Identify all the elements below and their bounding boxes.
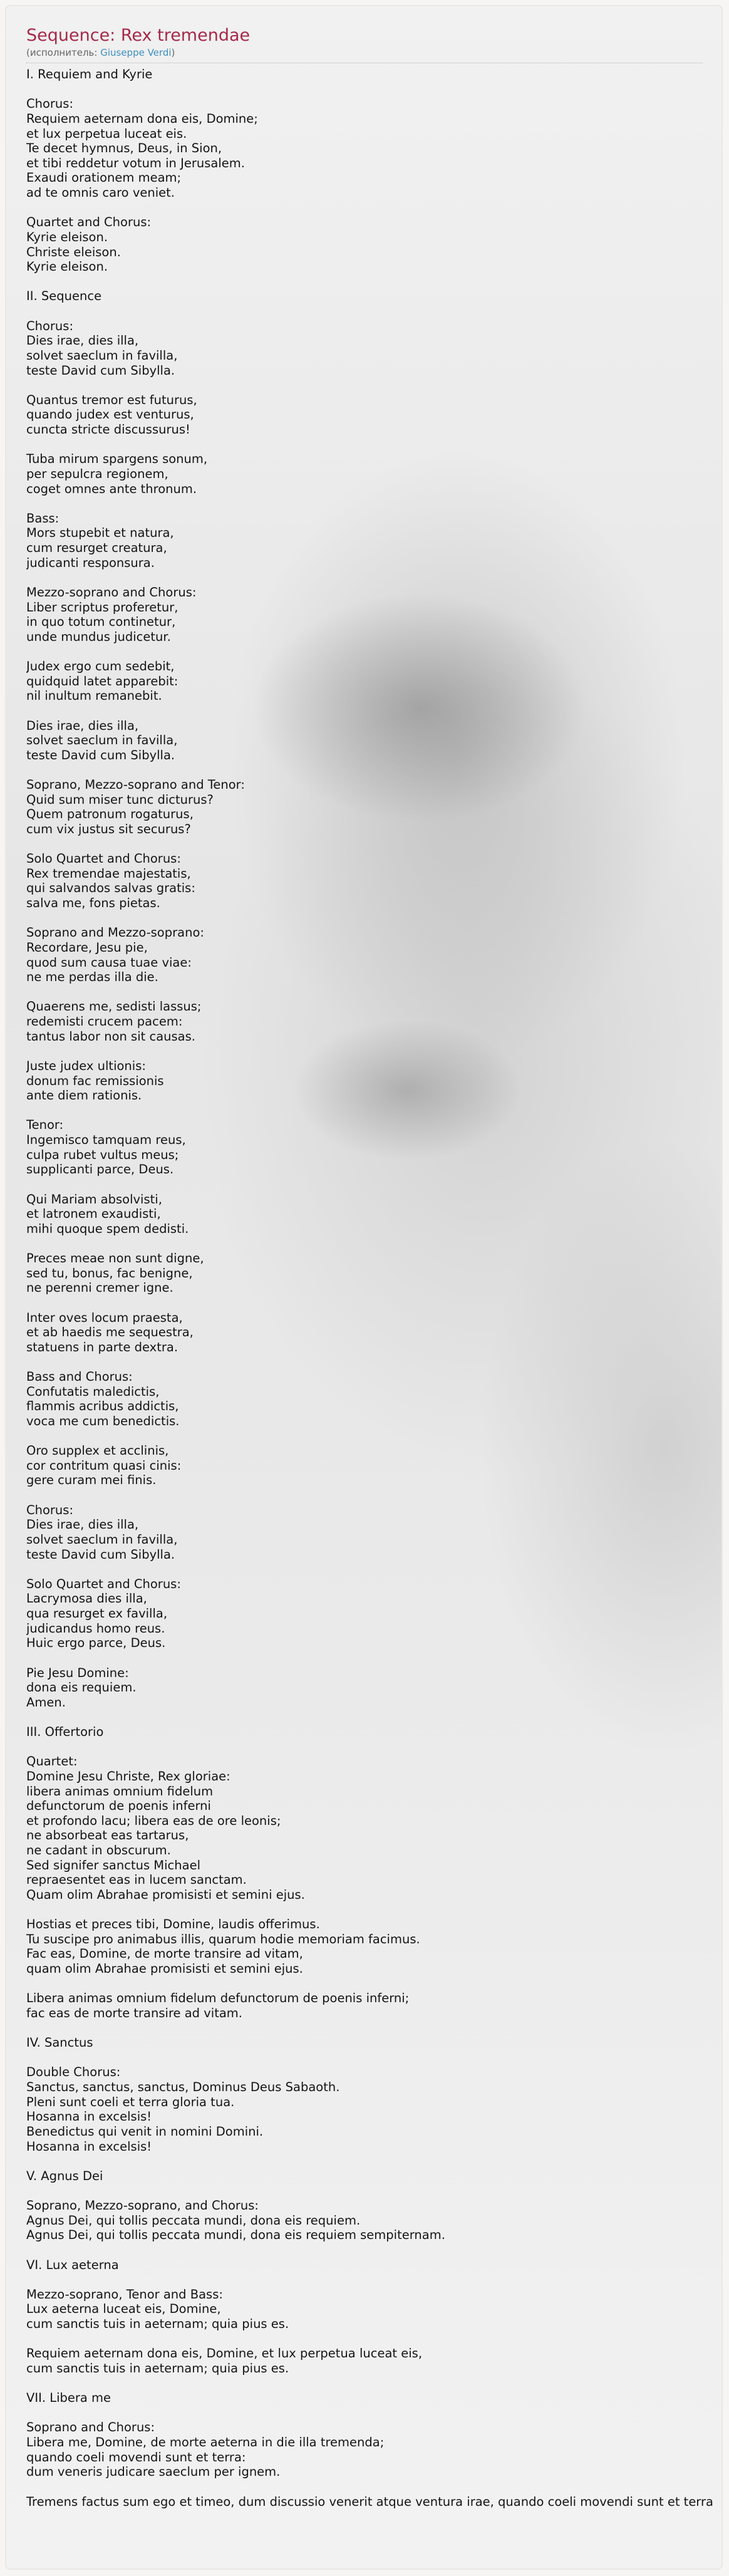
performer-prefix: (исполнитель:	[26, 47, 101, 58]
song-title: Sequence: Rex tremendae	[26, 26, 251, 45]
performer-suffix: )	[171, 47, 175, 58]
performer-line	[26, 46, 703, 59]
performer-link[interactable]: Giuseppe Verdi	[100, 47, 172, 58]
lyrics-text: I. Requiem and Kyrie Chorus: Requiem aeternam dona eis, Domine; et lux perpetua luceat eis. Te decet hymnus, Deus, in Sion, et tibi reddetur votum in Jerusalem. Exaudi orationem meam; ad te omnis caro veniet. Quartet and Chorus: Kyrie eleison. Christe eleison. Kyrie eleison. II. Sequence Chorus: Dies irae, dies illa, solvet saeclum in favilla, teste David cum Sibylla. Quantus tremor est futurus, quando judex est venturus, cuncta stricte discussurus! Tuba mirum spargens sonum, per sepulcra regionem, coget omnes ante thronum. Bass: Mors stupebit et natura, cum resurget creatura, judicanti responsura. Mezzo-soprano and Chorus: Liber scriptus proferetur, in quo totum continetur, unde mundus judicetur. Judex ergo cum sedebit, quidquid latet apparebit: nil inultum remanebit. Dies irae, dies illa, solvet saeclum in favilla, teste David cum Sibylla. Soprano, Mezzo-soprano and Tenor: Quid sum miser tunc dicturus? Quem patronum rogaturus, cum vix justus sit securus? Solo Quartet and Chorus: Rex tremendae majestatis, qui salvandos salvas gratis: salva me, fons pietas. Soprano and Mezzo-soprano: Recordare, Jesu pie, quod sum causa tuae viae: ne me perdas illa die. Quaerens me, sedisti lassus; redemisti crucem pacem: tantus labor non sit causas. Juste judex ultionis: donum fac remissionis ante diem rationis. Tenor: Ingemisco tamquam reus, culpa rubet vultus meus; supplicanti parce, Deus. Qui Mariam absolvisti, et latronem exaudisti, mihi quoque spem dedisti. Preces meae non sunt digne, sed tu, bonus, fac benigne, ne perenni cremer igne. Inter oves locum praesta, et ab haedis me sequestra, statuens in parte dextra. Bass and Chorus: Confutatis maledictis, flammis acribus addictis, voca me cum benedictis. Oro supplex et acclinis, cor contritum quasi cinis: gere curam mei finis. Chorus: Dies irae, dies illa, solvet saeclum in favilla, teste David cum Sibylla. Solo Quartet and Chorus: Lacrymosa dies illa, qua resurget ex favilla, judicandus homo reus. Huic ergo parce, Deus. Pie Jesu Domine: dona eis requiem. Amen. III. Offertorio Quartet: Domine Jesu Christe, Rex gloriae: libera animas omnium fidelum defunctorum de poenis inferni et profondo lacu; libera eas de ore leonis; ne absorbeat eas tartarus, ne cadant in obscurum. Sed signifer sanctus Michael repraesentet eas in lucem sanctam. Quam olim Abrahae promisisti et semini ejus. Hostias et preces tibi, Domine, laudis offerimus. Tu suscipe pro animabus illis, quarum hodie memoriam facimus. Fac eas, Domine, de morte transire ad vitam, quam olim Abrahae promisisti et semini ejus. Libera animas omnium fidelum defunctorum de poenis inferni; fac eas de morte transire ad vitam. IV. Sanctus Double Chorus: Sanctus, sanctus, sanctus, Dominus Deus Sabaoth. Pleni sunt coeli et terra gloria tua. Hosanna in excelsis! Benedictus qui venit in nomini Domini. Hosanna in excelsis! V. Agnus Dei Soprano, Mezzo-soprano, and Chorus: Agnus Dei, qui tollis peccata mundi, dona eis requiem. Agnus Dei, qui tollis peccata mundi, dona eis requiem sempiternam. VI. Lux aeterna Mezzo-soprano, Tenor and Bass: Lux aeterna luceat eis, Domine, cum sanctis tuis in aeternam; quia pius es. Requiem aeternam dona eis, Domine, et lux perpetua luceat eis, cum sanctis tuis in aeternam; quia pius es. VII. Libera me Soprano and Chorus: Libera me, Domine, de morte aeterna in die illa tremenda; quando coeli movendi sunt et terra: dum veneris judicare saeclum per ignem. Tremens factus sum ego et timeo, dum discussio venerit atque ventura irae, quando coeli movendi sunt et terra	[26, 67, 713, 2509]
lyrics-card	[5, 5, 723, 2570]
song-header	[26, 25, 703, 63]
